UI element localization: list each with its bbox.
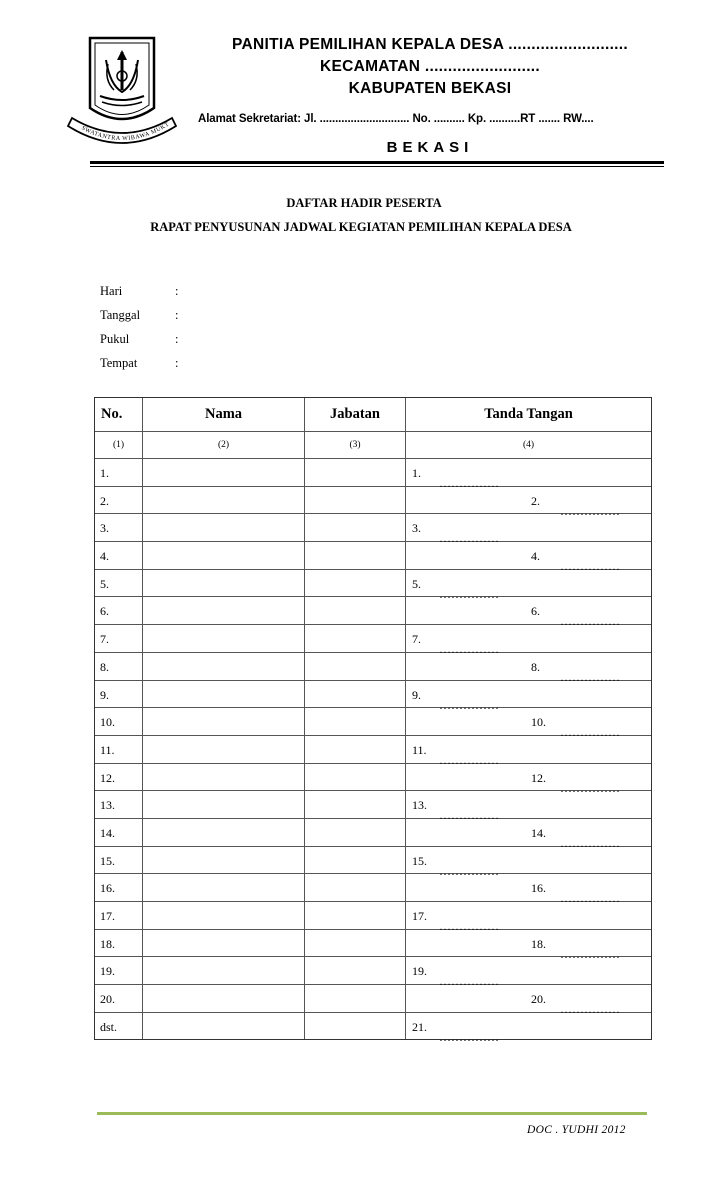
signature-slot xyxy=(531,604,620,629)
table-row xyxy=(95,596,651,629)
cell-no xyxy=(95,487,142,514)
cell-name[interactable] xyxy=(142,514,304,541)
info-separator: : xyxy=(175,356,179,370)
cell-signature[interactable] xyxy=(405,459,651,490)
cell-signature[interactable] xyxy=(405,736,651,767)
cell-signature[interactable] xyxy=(405,597,651,629)
cell-position[interactable] xyxy=(304,764,405,791)
row-number: 7. xyxy=(100,632,109,647)
row-number: 8. xyxy=(100,659,109,674)
cell-position[interactable] xyxy=(304,681,405,708)
cell-position[interactable] xyxy=(304,708,405,735)
signature-slot xyxy=(531,992,620,1017)
cell-no xyxy=(95,653,142,680)
signature-slot xyxy=(531,936,620,961)
cell-signature[interactable] xyxy=(405,957,651,989)
cell-position[interactable] xyxy=(304,847,405,874)
table-row xyxy=(95,707,651,740)
signature-slot xyxy=(412,1019,499,1044)
info-row-date xyxy=(100,308,178,332)
cell-position[interactable] xyxy=(304,985,405,1012)
footer-doc-label: DOC . YUDHI 2012 xyxy=(527,1124,626,1136)
signature-slot xyxy=(412,576,499,601)
info-separator: : xyxy=(175,332,179,346)
table-row xyxy=(95,486,651,518)
signature-number: 10. xyxy=(531,715,546,730)
cell-signature[interactable] xyxy=(405,681,651,712)
table-row xyxy=(95,763,651,795)
info-label: Tanggal xyxy=(100,308,141,322)
signature-dots: …………… xyxy=(439,697,499,712)
row-number: 20. xyxy=(100,992,115,1007)
cell-name[interactable] xyxy=(142,819,304,846)
signature-number: 20. xyxy=(531,992,546,1007)
signature-number: 2. xyxy=(531,493,540,508)
row-number: 17. xyxy=(100,909,115,923)
cell-name[interactable] xyxy=(142,459,304,486)
signature-slot xyxy=(412,632,499,657)
table-row xyxy=(95,1012,651,1044)
row-number: 1. xyxy=(100,466,109,480)
row-number: 3. xyxy=(100,521,109,536)
cell-no xyxy=(95,570,142,597)
cell-no xyxy=(95,459,142,486)
cell-signature[interactable] xyxy=(405,542,651,574)
district-heading: KECAMATAN ......................... xyxy=(319,58,541,75)
row-number: 4. xyxy=(100,549,109,564)
signature-dots: …………… xyxy=(560,503,620,518)
cell-no xyxy=(95,708,142,735)
table-row xyxy=(95,873,651,906)
signature-slot xyxy=(412,521,499,546)
table-row xyxy=(95,956,651,989)
letterhead-rule-thick xyxy=(90,161,664,164)
row-number: 11. xyxy=(100,742,115,757)
signature-slot xyxy=(531,770,620,795)
row-number: 6. xyxy=(100,604,109,619)
table-row xyxy=(95,541,651,574)
table-row xyxy=(95,790,651,823)
signature-slot xyxy=(412,742,499,767)
header-name: Nama xyxy=(142,398,304,431)
table-row xyxy=(95,513,651,546)
cell-position[interactable] xyxy=(304,570,405,597)
table-row xyxy=(95,929,651,961)
row-number: 9. xyxy=(100,687,109,702)
cell-no xyxy=(95,819,142,846)
signature-slot xyxy=(531,493,620,518)
cell-position[interactable] xyxy=(304,514,405,541)
subheader-4: (4) xyxy=(405,432,651,458)
cell-no xyxy=(95,1013,142,1040)
cell-name[interactable] xyxy=(142,847,304,874)
row-number: 16. xyxy=(100,881,115,896)
signature-dots: …………… xyxy=(560,835,620,850)
table-row xyxy=(95,818,651,850)
cell-signature[interactable] xyxy=(405,847,651,878)
cell-signature[interactable] xyxy=(405,625,651,657)
cell-name[interactable] xyxy=(142,570,304,597)
signature-dots: …………… xyxy=(560,725,620,740)
info-label: Hari xyxy=(100,284,123,298)
cell-name[interactable] xyxy=(142,736,304,763)
cell-signature[interactable] xyxy=(405,985,651,1017)
info-row-day xyxy=(100,284,178,308)
signature-number: 18. xyxy=(531,936,546,951)
signature-slot xyxy=(531,659,620,684)
signature-dots: …………… xyxy=(560,946,620,961)
signature-slot xyxy=(412,687,499,712)
subheader-3: (3) xyxy=(304,432,405,458)
signature-number: 15. xyxy=(412,853,427,868)
secretariat-address: Alamat Sekretariat: Jl. ............................. No. .......... Kp. ..........RT ....... RW.... xyxy=(198,113,594,125)
row-number: 18. xyxy=(100,936,115,951)
signature-slot xyxy=(412,853,499,878)
signature-dots: …………… xyxy=(439,642,499,657)
cell-signature[interactable] xyxy=(405,570,651,601)
signature-number: 3. xyxy=(412,521,421,536)
cell-position[interactable] xyxy=(304,819,405,846)
cell-position[interactable] xyxy=(304,542,405,569)
header-no: No. xyxy=(101,406,123,422)
cell-name[interactable] xyxy=(142,708,304,735)
signature-dots: …………… xyxy=(560,1002,620,1017)
signature-number: 4. xyxy=(531,549,540,564)
cell-position[interactable] xyxy=(304,957,405,984)
kabupaten-bekasi-logo xyxy=(62,30,182,158)
signature-dots: …………… xyxy=(439,752,499,767)
info-label: Tempat xyxy=(100,356,138,370)
cell-name[interactable] xyxy=(142,874,304,901)
header-position: Jabatan xyxy=(304,398,405,431)
header-signature: Tanda Tangan xyxy=(405,398,651,431)
cell-name[interactable] xyxy=(142,791,304,818)
cell-no xyxy=(95,764,142,791)
cell-position[interactable] xyxy=(304,902,405,929)
row-number: 12. xyxy=(100,770,115,785)
cell-name[interactable] xyxy=(142,930,304,957)
cell-signature[interactable] xyxy=(405,708,651,740)
cell-no xyxy=(95,902,142,929)
cell-no xyxy=(95,791,142,818)
cell-name[interactable] xyxy=(142,681,304,708)
signature-slot xyxy=(412,909,499,933)
cell-position[interactable] xyxy=(304,459,405,486)
signature-dots: …………… xyxy=(439,863,499,878)
table-row xyxy=(95,569,651,601)
row-number: 10. xyxy=(100,715,115,730)
signature-number: 17. xyxy=(412,909,427,923)
info-row-time xyxy=(100,332,178,356)
cell-position[interactable] xyxy=(304,930,405,957)
table-row xyxy=(95,735,651,767)
info-row-place xyxy=(100,356,178,380)
row-number: dst. xyxy=(100,1019,118,1034)
signature-number: 5. xyxy=(412,576,421,591)
signature-number: 19. xyxy=(412,964,427,979)
signature-number: 16. xyxy=(531,881,546,896)
document-title: DAFTAR HADIR PESERTA xyxy=(286,196,442,210)
row-number: 14. xyxy=(100,825,115,840)
signature-slot xyxy=(412,964,499,989)
document-subtitle: RAPAT PENYUSUNAN JADWAL KEGIATAN PEMILIHAN KEPALA DESA xyxy=(150,220,572,234)
table-subheader-row xyxy=(95,431,651,458)
signature-number: 21. xyxy=(412,1019,427,1034)
cell-no xyxy=(95,625,142,652)
footer-line xyxy=(97,1112,647,1115)
cell-name[interactable] xyxy=(142,985,304,1012)
signature-dots: …………… xyxy=(560,669,620,684)
table-header-row xyxy=(95,398,651,431)
cell-signature[interactable] xyxy=(405,514,651,546)
signature-dots: …………… xyxy=(439,476,499,490)
signature-slot xyxy=(531,825,620,850)
subheader-1: (1) xyxy=(112,440,125,450)
letterhead-rule-thin xyxy=(90,166,664,167)
cell-position[interactable] xyxy=(304,653,405,680)
cell-no xyxy=(95,985,142,1012)
signature-dots: …………… xyxy=(560,780,620,795)
cell-signature[interactable] xyxy=(405,1013,651,1044)
cell-position[interactable] xyxy=(304,1013,405,1040)
table-row xyxy=(95,901,651,933)
table-row xyxy=(95,652,651,684)
row-number: 13. xyxy=(100,798,115,813)
cell-no xyxy=(95,514,142,541)
committee-heading: PANITIA PEMILIHAN KEPALA DESA .......................... xyxy=(231,36,628,53)
table-row xyxy=(95,624,651,657)
city-name: BEKASI xyxy=(386,139,474,156)
signature-number: 14. xyxy=(531,825,546,840)
cell-name[interactable] xyxy=(142,957,304,984)
signature-dots: …………… xyxy=(439,974,499,989)
row-number: 5. xyxy=(100,576,109,591)
cell-signature[interactable] xyxy=(405,487,651,518)
cell-name[interactable] xyxy=(142,625,304,652)
cell-signature[interactable] xyxy=(405,930,651,961)
cell-signature[interactable] xyxy=(405,874,651,906)
table-row xyxy=(95,846,651,878)
signature-dots: …………… xyxy=(439,808,499,823)
signature-dots: …………… xyxy=(439,531,499,546)
cell-no xyxy=(95,542,142,569)
signature-number: 1. xyxy=(412,466,421,480)
signature-slot xyxy=(412,466,499,490)
signature-slot xyxy=(531,715,620,740)
signature-dots: …………… xyxy=(439,586,499,601)
cell-name[interactable] xyxy=(142,653,304,680)
cell-signature[interactable] xyxy=(405,902,651,933)
signature-dots: …………… xyxy=(560,614,620,629)
signature-number: 8. xyxy=(531,659,540,674)
signature-number: 11. xyxy=(412,742,427,757)
cell-position[interactable] xyxy=(304,487,405,514)
table-row xyxy=(95,680,651,712)
cell-position[interactable] xyxy=(304,736,405,763)
signature-dots: …………… xyxy=(560,559,620,574)
cell-no xyxy=(95,681,142,708)
cell-no xyxy=(95,597,142,624)
cell-no xyxy=(95,847,142,874)
regency-heading: KABUPATEN BEKASI xyxy=(348,80,512,97)
row-number: 2. xyxy=(100,493,109,508)
signature-number: 12. xyxy=(531,770,546,785)
cell-name[interactable] xyxy=(142,1013,304,1040)
signature-number: 9. xyxy=(412,687,421,702)
logo-motto: SWATANTRA WIBAWA MUKT xyxy=(80,121,171,143)
table-row xyxy=(95,984,651,1017)
signature-slot xyxy=(531,881,620,906)
cell-name[interactable] xyxy=(142,597,304,624)
cell-name[interactable] xyxy=(142,542,304,569)
info-label: Pukul xyxy=(100,332,130,346)
row-number: 15. xyxy=(100,853,115,868)
row-number: 19. xyxy=(100,964,115,979)
cell-position[interactable] xyxy=(304,791,405,818)
signature-dots: …………… xyxy=(439,919,499,933)
info-separator: : xyxy=(175,308,179,322)
signature-number: 13. xyxy=(412,798,427,813)
signature-slot xyxy=(531,549,620,574)
cell-position[interactable] xyxy=(304,874,405,901)
cell-signature[interactable] xyxy=(405,819,651,850)
subheader-2: (2) xyxy=(142,432,304,458)
cell-signature[interactable] xyxy=(405,791,651,823)
info-separator: : xyxy=(175,284,179,298)
signature-dots: …………… xyxy=(560,891,620,906)
cell-name[interactable] xyxy=(142,487,304,514)
cell-signature[interactable] xyxy=(405,764,651,795)
signature-dots: …………… xyxy=(439,1029,499,1044)
cell-no xyxy=(95,736,142,763)
cell-name[interactable] xyxy=(142,902,304,929)
cell-position[interactable] xyxy=(304,597,405,624)
cell-name[interactable] xyxy=(142,764,304,791)
meeting-info xyxy=(100,284,178,380)
signature-slot xyxy=(412,798,499,823)
cell-position[interactable] xyxy=(304,625,405,652)
table-row xyxy=(95,458,651,490)
cell-no xyxy=(95,957,142,984)
signature-number: 6. xyxy=(531,604,540,619)
signature-number: 7. xyxy=(412,632,421,647)
cell-no xyxy=(95,930,142,957)
attendance-table xyxy=(94,397,652,1044)
cell-signature[interactable] xyxy=(405,653,651,684)
cell-no xyxy=(95,874,142,901)
